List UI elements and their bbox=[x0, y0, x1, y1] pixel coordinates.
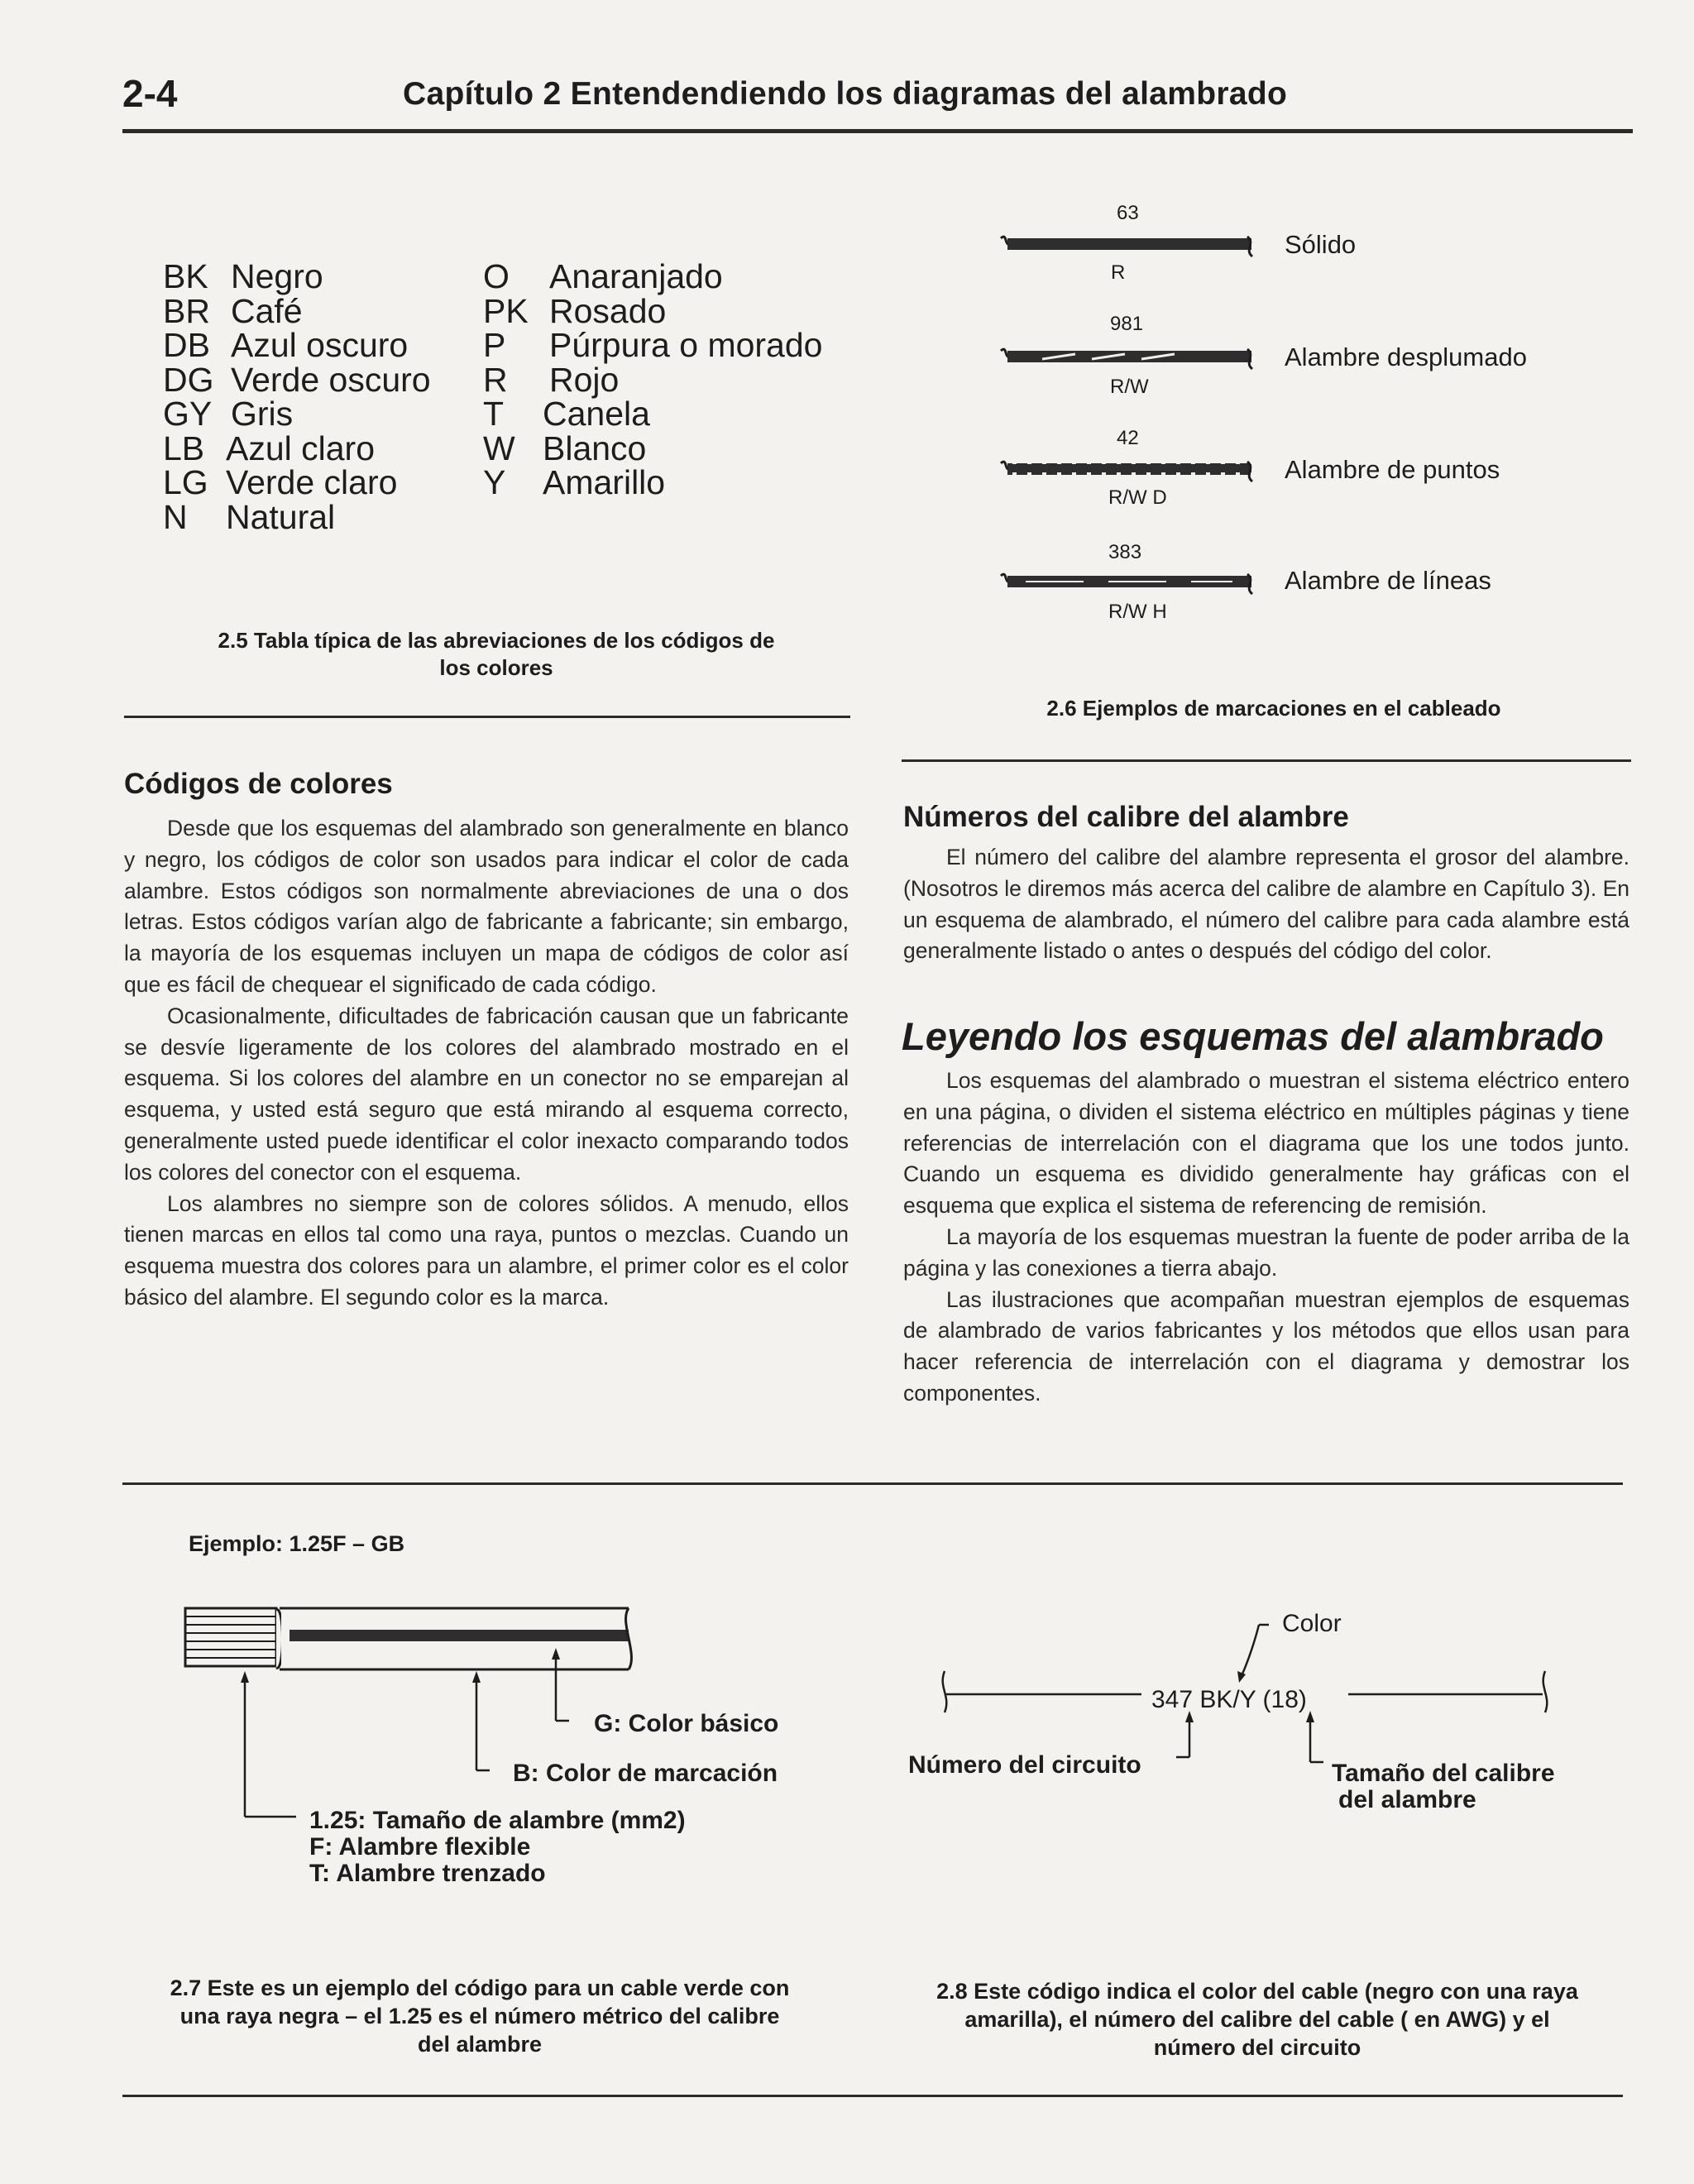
color-code-abbr: BR bbox=[163, 291, 210, 330]
color-code-abbr: DB bbox=[163, 326, 210, 364]
wire-number: 383 bbox=[1108, 541, 1142, 563]
wire-code: R/W bbox=[1110, 376, 1149, 398]
label-wire-gauge-line1: Tamaño del calibre bbox=[1332, 1760, 1555, 1787]
color-code-abbr: O bbox=[483, 257, 510, 295]
header-rule bbox=[122, 129, 1633, 133]
wire-code: R bbox=[1111, 261, 1126, 284]
color-code-name: Verde oscuro bbox=[231, 360, 431, 399]
caption-line: 2.7 Este es un ejemplo del código para un cable verde con bbox=[170, 1976, 790, 2000]
color-code-abbr: PK bbox=[483, 291, 529, 330]
section-heading-wire-gauge: Números del calibre del alambre bbox=[903, 801, 1349, 833]
color-code-name: Gris bbox=[231, 395, 294, 433]
paragraph: Las ilustraciones que acompañan muestran ejemplos de esquemas de alambrado de varios fabricantes y los métodos que ellos usan para hacer referencia de interrelación con el diagrama y demostrar los componentes. bbox=[903, 1286, 1629, 1406]
example-code: Ejemplo: 1.25F – GB bbox=[189, 1531, 405, 1556]
cable-strands bbox=[185, 1608, 276, 1666]
wire-number: 42 bbox=[1117, 427, 1139, 449]
color-code-name: Azul oscuro bbox=[231, 326, 409, 364]
footer-rule bbox=[122, 2095, 1623, 2097]
color-code-row bbox=[163, 429, 431, 467]
label-flexible: F: Alambre flexible bbox=[309, 1833, 531, 1861]
paragraph: Los esquemas del alambrado o muestran el sistema eléctrico entero en una página, o dividen el sistema eléctrico en múltiples páginas y tiene referencias de interrelación con el diagrama que los une todos junto. Cuando un esquema es dividido generalmente hay gráficas con el esquema que explica el sistema de referencing de remisión. bbox=[903, 1068, 1629, 1219]
paragraph: Desde que los esquemas del alambrado son generalmente en blanco y negro, los códigos de color son usados para indicar el color de cada alambre. Estos códigos son normalmente abreviaciones de una o dos letras. Estos códigos varían algo de fabricante a fabricante; sin embargo, la mayoría de los esquemas incluyen un mapa de códigos de color así que es fácil de chequear el significado de cada código. bbox=[124, 816, 849, 997]
color-codes-right bbox=[483, 257, 823, 501]
paragraph: El número del calibre del alambre representa el grosor del alambre. (Nosotros le diremos más acerca del calibre de alambre en Capítulo 3). En un esquema de alambrado, el número del calibre para cada alambre está generalmente listado o antes o después del código del color. bbox=[903, 845, 1629, 964]
label-color: Color bbox=[1282, 1610, 1342, 1637]
color-code-row bbox=[483, 429, 822, 467]
chapter-title: Capítulo 2 Entendendiendo los diagramas del alambrado bbox=[403, 76, 1288, 112]
color-code-abbr: DG bbox=[163, 360, 214, 399]
color-code-abbr: Y bbox=[483, 463, 506, 501]
color-code-row bbox=[163, 497, 431, 536]
wire-code: R/W H bbox=[1108, 601, 1167, 623]
section-heading-reading-diagrams: Leyendo los esquemas del alambrado bbox=[902, 1014, 1604, 1058]
color-code-name: Negro bbox=[231, 257, 323, 295]
divider bbox=[902, 759, 1631, 762]
wire-label: Alambre de puntos bbox=[1285, 455, 1500, 484]
caption-line: número del circuito bbox=[1153, 2035, 1361, 2060]
wire-markings-diagram bbox=[993, 190, 1274, 637]
label-wire-size: 1.25: Tamaño de alambre (mm2) bbox=[309, 1807, 686, 1834]
color-code-abbr: N bbox=[163, 497, 188, 536]
color-code-abbr: LB bbox=[163, 429, 205, 467]
figure-2-7-caption bbox=[116, 1974, 844, 2058]
wire-code: R/W D bbox=[1108, 486, 1167, 509]
caption-line: los colores bbox=[439, 655, 553, 680]
caption-line: 2.5 Tabla típica de las abreviaciones de los códigos de bbox=[218, 628, 775, 653]
wire-number: 63 bbox=[1117, 202, 1139, 224]
label-wire-size-block bbox=[309, 1808, 686, 1887]
divider bbox=[124, 716, 850, 718]
color-code-row bbox=[483, 397, 822, 432]
wire-number: 981 bbox=[1110, 313, 1144, 335]
color-code-row bbox=[163, 257, 431, 295]
color-code-row bbox=[163, 291, 431, 330]
circuit-code: 347 BK/Y (18) bbox=[1151, 1686, 1307, 1713]
color-code-abbr: T bbox=[483, 395, 505, 433]
section-heading-color-codes: Códigos de colores bbox=[124, 768, 393, 800]
leader-lines bbox=[241, 1648, 569, 1817]
color-code-name: Natural bbox=[226, 497, 336, 536]
label-marking-color: B: Color de marcación bbox=[513, 1760, 778, 1787]
figure-2-5-caption bbox=[124, 627, 869, 682]
paragraph: Ocasionalmente, dificultades de fabricación causan que un fabricante se desvíe ligeramente de los colores del alambrado mostrado en el esquema. Si los colores del alambre en un conector no se emparejan al esquema, y usted está seguro que está mirando al esquema correcto, generalmente usted puede identificar el color inexacto comparando todos los colores del conector con el esquema. bbox=[124, 1003, 849, 1185]
color-code-abbr: GY bbox=[163, 395, 213, 433]
caption-line: del alambre bbox=[417, 2032, 543, 2057]
wire-lines bbox=[1001, 574, 1252, 594]
color-code-abbr: LG bbox=[163, 463, 208, 501]
label-basic-color: G: Color básico bbox=[594, 1710, 779, 1737]
wire-solid bbox=[1001, 237, 1252, 256]
paragraph: La mayoría de los esquemas muestran la fuente de poder arriba de la página y las conexiones a tierra abajo. bbox=[903, 1224, 1629, 1281]
color-code-row bbox=[163, 463, 431, 501]
wire-label: Alambre de líneas bbox=[1285, 566, 1491, 595]
color-code-row bbox=[483, 257, 822, 295]
color-code-name: Rojo bbox=[549, 360, 620, 399]
label-stranded: T: Alambre trenzado bbox=[309, 1860, 546, 1887]
wire-feather bbox=[1001, 349, 1252, 369]
color-code-name: Blanco bbox=[543, 429, 647, 467]
color-code-name: Anaranjado bbox=[549, 257, 723, 295]
color-code-name: Café bbox=[231, 291, 303, 330]
color-code-row bbox=[483, 328, 822, 363]
paragraph: Los alambres no siempre son de colores sólidos. A menudo, ellos tienen marcas en ellos tal como una raya, puntos o mezclas. Cuando un esquema muestra dos colores para un alambre, el primer color es el color básico del alambre. El segundo color es la marca. bbox=[124, 1190, 849, 1310]
color-code-name: Verde claro bbox=[226, 463, 398, 501]
color-code-row bbox=[163, 328, 431, 363]
color-code-row bbox=[163, 397, 431, 432]
section-body-color-codes bbox=[124, 813, 849, 1314]
wire-dots bbox=[1001, 462, 1252, 481]
color-code-row bbox=[483, 360, 822, 399]
color-code-abbr: BK bbox=[163, 257, 208, 295]
cable-insulation bbox=[276, 1608, 631, 1669]
label-wire-gauge bbox=[1332, 1760, 1555, 1813]
color-code-abbr: R bbox=[483, 360, 508, 399]
caption-line: 2.8 Este código indica el color del cable (negro con una raya bbox=[936, 1979, 1578, 2004]
color-code-name: Canela bbox=[543, 395, 650, 433]
figure-2-6-caption: 2.6 Ejemplos de marcaciones en el cableado bbox=[1046, 696, 1501, 721]
color-code-abbr: W bbox=[483, 429, 515, 467]
color-code-name: Amarillo bbox=[543, 463, 666, 501]
color-code-row bbox=[483, 463, 822, 501]
color-code-row bbox=[483, 291, 822, 330]
page-number: 2-4 bbox=[122, 72, 178, 115]
color-code-abbr: P bbox=[483, 326, 506, 364]
caption-line: una raya negra – el 1.25 es el número métrico del calibre bbox=[179, 2004, 780, 2028]
divider bbox=[122, 1482, 1623, 1485]
color-code-name: Azul claro bbox=[226, 429, 376, 467]
color-codes-left bbox=[163, 257, 431, 536]
section-body-reading-diagrams bbox=[903, 1066, 1629, 1410]
caption-line: amarilla), el número del calibre del cable ( en AWG) y el bbox=[964, 2007, 1550, 2032]
label-circuit-number: Número del circuito bbox=[908, 1751, 1141, 1779]
section-body-wire-gauge bbox=[903, 842, 1629, 967]
color-code-name: Púrpura o morado bbox=[549, 326, 823, 364]
color-code-name: Rosado bbox=[549, 291, 667, 330]
wire-label: Alambre desplumado bbox=[1285, 342, 1527, 371]
label-wire-gauge-line2: del alambre bbox=[1338, 1786, 1476, 1813]
wire-label: Sólido bbox=[1285, 230, 1357, 259]
color-code-row bbox=[163, 360, 431, 399]
figure-2-8-caption bbox=[893, 1977, 1621, 2062]
